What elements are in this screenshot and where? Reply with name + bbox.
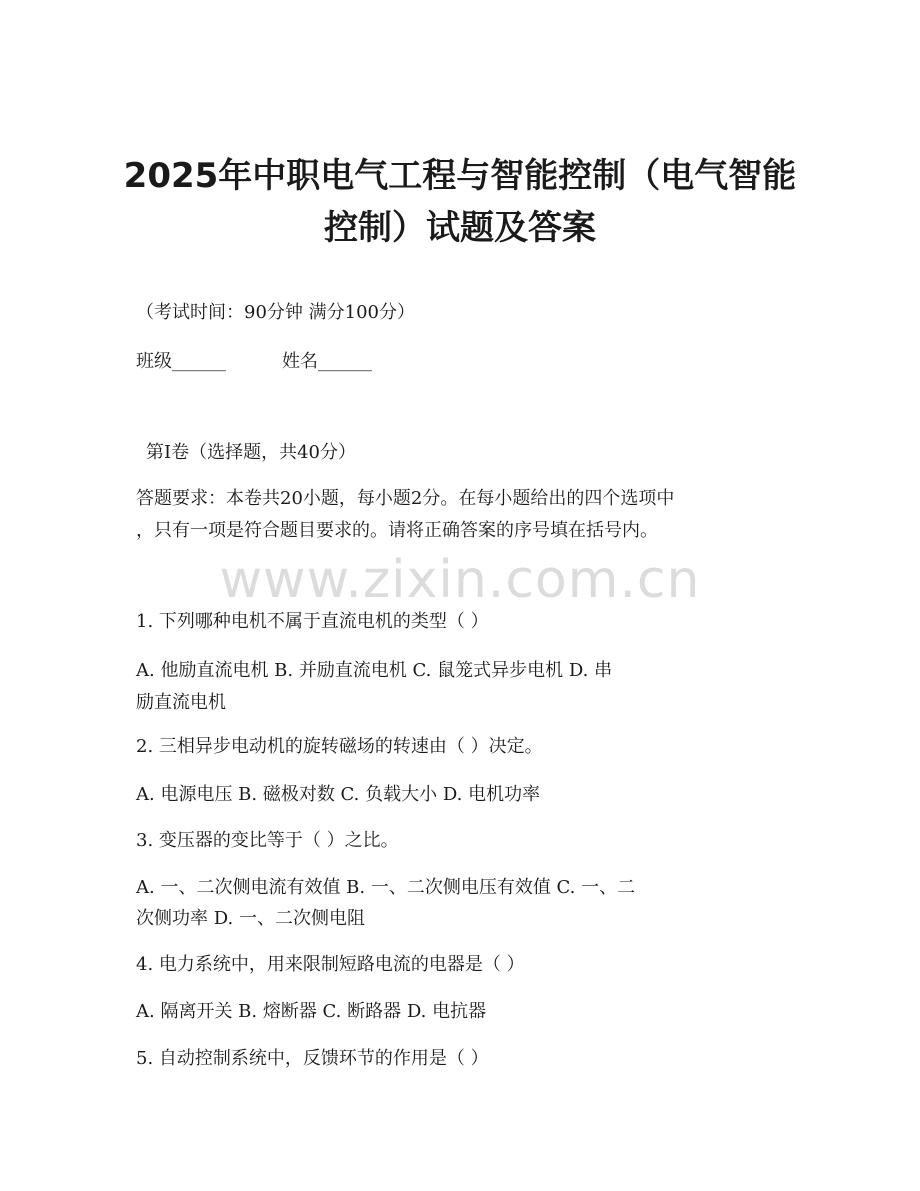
question-3-stem: 3. 变压器的变比等于（ ）之比。 — [136, 830, 399, 851]
page-title — [120, 150, 800, 254]
question-1-options-line-1: A. 他励直流电机 B. 并励直流电机 C. 鼠笼式异步电机 D. 串 — [136, 660, 613, 681]
question-5-stem: 5. 自动控制系统中，反馈环节的作用是（ ） — [136, 1048, 489, 1069]
name-label: 姓名______ — [282, 351, 372, 372]
instructions-line-1: 答题要求：本卷共20小题，每小题2分。在每小题给出的四个选项中 — [136, 488, 675, 509]
title-line-2: 控制）试题及答案 — [324, 208, 596, 248]
instructions-line-2: ，只有一项是符合题目要求的。请将正确答案的序号填在括号内。 — [136, 520, 658, 541]
student-info-row — [136, 346, 786, 378]
question-3-options-line-1: A. 一、二次侧电流有效值 B. 一、二次侧电压有效值 C. 一、二 — [136, 877, 636, 898]
title-line-1: 2025年中职电气工程与智能控制（电气智能 — [123, 156, 797, 196]
class-label: 班级______ — [136, 351, 226, 372]
question-4-options-line-1: A. 隔离开关 B. 熔断器 C. 断路器 D. 电抗器 — [136, 1001, 487, 1022]
question-2-stem: 2. 三相异步电动机的旋转磁场的转速由（ ）决定。 — [136, 736, 543, 757]
question-4-stem: 4. 电力系统中，用来限制短路电流的电器是（ ） — [136, 954, 525, 975]
question-1-options-line-2: 励直流电机 — [136, 692, 226, 713]
exam-info: （考试时间：90分钟 满分100分） — [136, 302, 415, 323]
watermark: www.zixin.com.cn — [219, 550, 701, 610]
section-title: 第I卷（选择题，共40分） — [146, 442, 357, 463]
question-2-options-line-1: A. 电源电压 B. 磁极对数 C. 负载大小 D. 电机功率 — [136, 784, 541, 805]
question-1-stem: 1. 下列哪种电机不属于直流电机的类型（ ） — [136, 611, 489, 632]
question-3-options-line-2: 次侧功率 D. 一、二次侧电阻 — [136, 908, 365, 929]
